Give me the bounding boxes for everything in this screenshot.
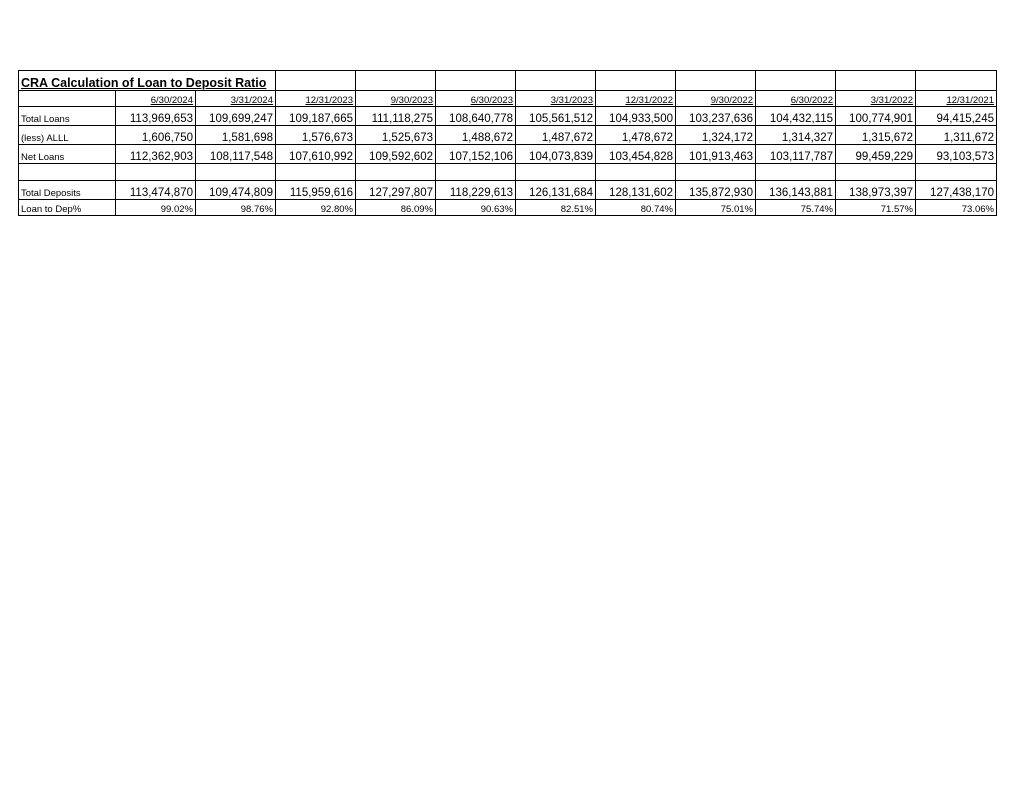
date-header: 3/31/2022 [836,91,916,107]
date-header: 6/30/2024 [116,91,196,107]
table-title: CRA Calculation of Loan to Deposit Ratio [19,71,276,91]
total-deposits-value: 127,438,170 [916,181,997,200]
total-loans-value: 100,774,901 [836,107,916,126]
alll-value: 1,576,673 [276,126,356,145]
empty-cell [436,164,516,181]
row-label: Total Loans [19,107,116,126]
empty-cell [516,164,596,181]
spacer-row [19,164,997,181]
alll-value: 1,525,673 [356,126,436,145]
row-label: Total Deposits [19,181,116,200]
empty-cell [756,164,836,181]
total-loans-value: 109,187,665 [276,107,356,126]
empty-cell [676,71,756,91]
net-loans-row [19,145,997,164]
net-loans-value: 93,103,573 [916,145,997,164]
date-header: 12/31/2023 [276,91,356,107]
empty-cell [596,71,676,91]
row-label: Loan to Dep% [19,200,116,216]
empty-cell [276,164,356,181]
alll-value: 1,324,172 [676,126,756,145]
empty-cell [196,164,276,181]
alll-value: 1,314,327 [756,126,836,145]
date-header: 12/31/2022 [596,91,676,107]
loan-to-dep-value: 82.51% [516,200,596,216]
total-loans-value: 105,561,512 [516,107,596,126]
alll-value: 1,315,672 [836,126,916,145]
net-loans-value: 103,454,828 [596,145,676,164]
empty-cell [356,71,436,91]
date-header: 9/30/2022 [676,91,756,107]
empty-cell [116,164,196,181]
loan-to-dep-value: 90.63% [436,200,516,216]
empty-cell [19,164,116,181]
net-loans-value: 107,152,106 [436,145,516,164]
net-loans-value: 101,913,463 [676,145,756,164]
loan-to-dep-value: 75.01% [676,200,756,216]
empty-cell [916,164,997,181]
empty-cell [516,71,596,91]
net-loans-value: 112,362,903 [116,145,196,164]
net-loans-value: 99,459,229 [836,145,916,164]
total-deposits-value: 115,959,616 [276,181,356,200]
total-deposits-value: 136,143,881 [756,181,836,200]
total-deposits-value: 113,474,870 [116,181,196,200]
loan-to-dep-value: 80.74% [596,200,676,216]
net-loans-value: 103,117,787 [756,145,836,164]
alll-value: 1,478,672 [596,126,676,145]
alll-value: 1,581,698 [196,126,276,145]
empty-cell [436,71,516,91]
loan-to-dep-value: 99.02% [116,200,196,216]
alll-value: 1,311,672 [916,126,997,145]
loan-to-dep-value: 92.80% [276,200,356,216]
total-loans-value: 104,432,115 [756,107,836,126]
loan-to-dep-value: 86.09% [356,200,436,216]
date-header: 3/31/2023 [516,91,596,107]
title-row [19,71,997,91]
empty-cell [836,164,916,181]
empty-cell [356,164,436,181]
empty-cell [676,164,756,181]
loan-to-dep-value: 75.74% [756,200,836,216]
cra-ratio-table [18,70,997,216]
loan-to-dep-value: 98.76% [196,200,276,216]
row-label: Net Loans [19,145,116,164]
net-loans-value: 104,073,839 [516,145,596,164]
date-header: 6/30/2022 [756,91,836,107]
empty-cell [756,71,836,91]
total-loans-value: 113,969,653 [116,107,196,126]
total-deposits-value: 118,229,613 [436,181,516,200]
total-deposits-value: 127,297,807 [356,181,436,200]
total-loans-value: 109,699,247 [196,107,276,126]
loan-to-dep-value: 71.57% [836,200,916,216]
empty-cell [596,164,676,181]
date-header: 9/30/2023 [356,91,436,107]
net-loans-value: 107,610,992 [276,145,356,164]
empty-cell [916,71,997,91]
date-header: 6/30/2023 [436,91,516,107]
empty-cell [276,71,356,91]
total-deposits-value: 138,973,397 [836,181,916,200]
alll-value: 1,488,672 [436,126,516,145]
loan-to-dep-value: 73.06% [916,200,997,216]
total-deposits-row [19,181,997,200]
net-loans-value: 108,117,548 [196,145,276,164]
alll-value: 1,487,672 [516,126,596,145]
total-deposits-value: 135,872,930 [676,181,756,200]
total-deposits-value: 128,131,602 [596,181,676,200]
total-loans-value: 104,933,500 [596,107,676,126]
total-loans-value: 103,237,636 [676,107,756,126]
empty-cell [836,71,916,91]
row-label: (less) ALLL [19,126,116,145]
total-loans-value: 111,118,275 [356,107,436,126]
total-loans-row [19,107,997,126]
empty-cell [19,91,116,107]
loan-to-dep-row [19,200,997,216]
total-loans-value: 108,640,778 [436,107,516,126]
total-loans-value: 94,415,245 [916,107,997,126]
less-alll-row [19,126,997,145]
alll-value: 1,606,750 [116,126,196,145]
date-header: 12/31/2021 [916,91,997,107]
total-deposits-value: 126,131,684 [516,181,596,200]
date-header-row [19,91,997,107]
date-header: 3/31/2024 [196,91,276,107]
total-deposits-value: 109,474,809 [196,181,276,200]
net-loans-value: 109,592,602 [356,145,436,164]
